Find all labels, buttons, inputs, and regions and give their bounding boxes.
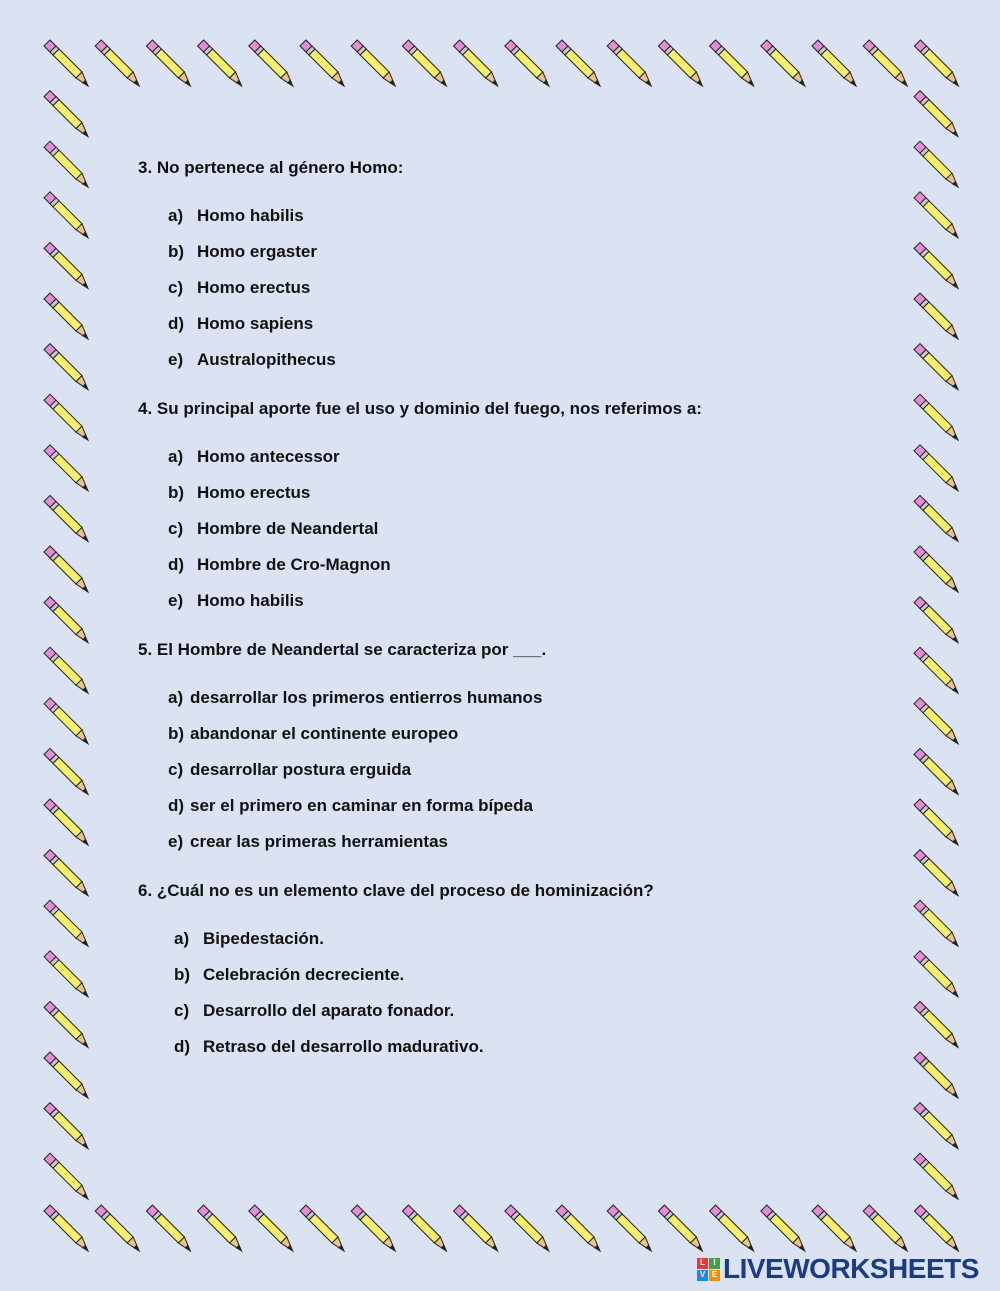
pencil-border-icon xyxy=(44,394,88,440)
pencil-border-icon xyxy=(914,850,958,896)
pencil-border-icon xyxy=(44,141,88,187)
pencil-border-icon xyxy=(95,40,139,86)
option-letter: a) xyxy=(168,688,184,707)
option-text: Celebración decreciente. xyxy=(203,965,405,984)
pencil-border-icon xyxy=(914,91,958,137)
option-text: abandonar el continente europeo xyxy=(190,724,459,743)
option-text: desarrollar postura erguida xyxy=(190,760,412,779)
answer-option[interactable] xyxy=(174,965,404,985)
pencil-border-icon xyxy=(710,40,754,86)
pencil-border-icon xyxy=(300,40,344,86)
option-letter: a) xyxy=(174,929,190,948)
logo-badge-letter: I xyxy=(709,1258,720,1269)
option-text: Retraso del desarrollo madurativo. xyxy=(203,1037,484,1056)
pencil-border-icon xyxy=(812,40,856,86)
pencil-border-icon xyxy=(454,40,498,86)
option-letter: c) xyxy=(168,278,184,297)
pencil-border-icon xyxy=(198,40,242,86)
pencil-border-icon xyxy=(914,1103,958,1149)
pencil-border-icon xyxy=(44,1001,88,1047)
answer-option[interactable] xyxy=(168,796,533,816)
pencil-border-icon xyxy=(44,445,88,491)
pencil-border-icon xyxy=(44,748,88,794)
pencil-border-icon xyxy=(914,799,958,845)
question-title: 4. Su principal aporte fue el uso y dominio del fuego, nos referimos a: xyxy=(138,399,702,418)
question-title: 5. El Hombre de Neandertal se caracteriza por ___. xyxy=(138,640,547,659)
option-letter: d) xyxy=(174,1037,191,1056)
option-letter: e) xyxy=(168,350,184,369)
option-letter: e) xyxy=(168,832,184,851)
answer-option[interactable] xyxy=(168,519,378,539)
pencil-border-icon xyxy=(300,1205,344,1251)
option-text: Homo ergaster xyxy=(197,242,317,261)
question-title: 6. ¿Cuál no es un elemento clave del proceso de hominización? xyxy=(138,881,654,900)
logo-badge xyxy=(697,1258,720,1281)
pencil-border-icon xyxy=(454,1205,498,1251)
pencil-border-icon xyxy=(146,1205,190,1251)
pencil-border-icon xyxy=(914,951,958,997)
pencil-border-icon xyxy=(710,1205,754,1251)
pencil-border-icon xyxy=(914,242,958,288)
pencil-border-icon xyxy=(658,1205,702,1251)
option-text: Homo habilis xyxy=(197,591,304,610)
answer-option[interactable] xyxy=(168,447,340,467)
answer-option[interactable] xyxy=(174,1037,484,1057)
pencil-border-icon xyxy=(863,1205,907,1251)
pencil-border-icon xyxy=(914,1052,958,1098)
pencil-border-icon xyxy=(914,445,958,491)
pencil-border-icon xyxy=(914,192,958,238)
pencil-border-icon xyxy=(914,1001,958,1047)
option-letter: b) xyxy=(168,242,185,261)
option-text: Hombre de Cro-Magnon xyxy=(197,555,391,574)
option-text: crear las primeras herramientas xyxy=(190,832,448,851)
answer-option[interactable] xyxy=(168,760,411,780)
pencil-border-icon xyxy=(249,40,293,86)
pencil-border-icon xyxy=(914,647,958,693)
option-text: ser el primero en caminar en forma bípeda xyxy=(190,796,533,815)
pencil-border-icon xyxy=(44,698,88,744)
pencil-border-icon xyxy=(44,597,88,643)
answer-option[interactable] xyxy=(168,591,304,611)
pencil-border-icon xyxy=(44,495,88,541)
option-text: Desarrollo del aparato fonador. xyxy=(203,1001,455,1020)
pencil-border-icon xyxy=(44,293,88,339)
option-letter: c) xyxy=(168,519,184,538)
pencil-border-icon xyxy=(505,1205,549,1251)
pencil-border-icon xyxy=(556,1205,600,1251)
liveworksheets-logo xyxy=(697,1254,979,1284)
pencil-border-icon xyxy=(44,850,88,896)
answer-option[interactable] xyxy=(168,555,391,575)
option-letter: d) xyxy=(168,314,185,333)
option-text: Homo sapiens xyxy=(197,314,314,333)
option-text: Bipedestación. xyxy=(203,929,324,948)
pencil-border-icon xyxy=(914,546,958,592)
option-text: Hombre de Neandertal xyxy=(197,519,379,538)
answer-option[interactable] xyxy=(174,1001,454,1021)
option-letter: b) xyxy=(174,965,191,984)
answer-option[interactable] xyxy=(168,206,304,226)
pencil-border-icon xyxy=(44,647,88,693)
option-letter: c) xyxy=(174,1001,190,1020)
pencil-border-icon xyxy=(556,40,600,86)
answer-option[interactable] xyxy=(168,724,458,744)
pencil-border-icon xyxy=(914,597,958,643)
pencil-border-icon xyxy=(44,192,88,238)
answer-option[interactable] xyxy=(168,242,317,262)
option-letter: d) xyxy=(168,555,185,574)
pencil-border-icon xyxy=(914,293,958,339)
answer-option[interactable] xyxy=(168,314,313,334)
answer-option[interactable] xyxy=(168,278,310,298)
pencil-border-icon xyxy=(658,40,702,86)
pencil-border-icon xyxy=(146,40,190,86)
option-text: Homo habilis xyxy=(197,206,304,225)
option-text: Homo erectus xyxy=(197,483,311,502)
pencil-border-icon xyxy=(914,495,958,541)
pencil-border-icon xyxy=(351,1205,395,1251)
pencil-border-icon xyxy=(812,1205,856,1251)
answer-option[interactable] xyxy=(168,688,542,708)
option-text: Australopithecus xyxy=(197,350,336,369)
option-letter: d) xyxy=(168,796,185,815)
pencil-border-icon xyxy=(44,1103,88,1149)
option-letter: b) xyxy=(168,724,185,743)
pencil-border-icon xyxy=(44,1153,88,1199)
option-text: desarrollar los primeros entierros humanos xyxy=(190,688,543,707)
logo-badge-letter: E xyxy=(709,1270,720,1281)
pencil-border-icon xyxy=(44,546,88,592)
option-letter: c) xyxy=(168,760,184,779)
pencil-border-icon xyxy=(44,951,88,997)
pencil-border-icon xyxy=(914,698,958,744)
option-text: Homo erectus xyxy=(197,278,311,297)
option-letter: a) xyxy=(168,447,184,466)
pencil-border-icon xyxy=(44,344,88,390)
logo-badge-letter: L xyxy=(697,1258,708,1269)
pencil-border-icon xyxy=(44,242,88,288)
answer-option[interactable] xyxy=(168,483,310,503)
pencil-border-icon xyxy=(914,900,958,946)
answer-option[interactable] xyxy=(174,929,324,949)
pencil-border-icon xyxy=(761,1205,805,1251)
pencil-border-icon xyxy=(914,1205,958,1251)
pencil-border-icon xyxy=(44,91,88,137)
option-letter: e) xyxy=(168,591,184,610)
answer-option[interactable] xyxy=(168,832,448,852)
pencil-border-icon xyxy=(351,40,395,86)
pencil-border-icon xyxy=(607,1205,651,1251)
logo-wordmark: LIVEWORKSHEETS xyxy=(723,1253,979,1284)
pencil-border-icon xyxy=(914,748,958,794)
pencil-border-icon xyxy=(44,1052,88,1098)
question-title: 3. No pertenece al género Homo: xyxy=(138,158,404,177)
option-letter: b) xyxy=(168,483,185,502)
pencil-border-icon xyxy=(44,1205,88,1251)
pencil-border-icon xyxy=(863,40,907,86)
pencil-border-icon xyxy=(914,394,958,440)
pencil-border-icon xyxy=(914,1153,958,1199)
answer-option[interactable] xyxy=(168,350,336,370)
pencil-border-icon xyxy=(44,799,88,845)
pencil-border-icon xyxy=(198,1205,242,1251)
pencil-border-icon xyxy=(44,40,88,86)
pencil-border-icon xyxy=(914,40,958,86)
pencil-border-icon xyxy=(607,40,651,86)
pencil-border-icon xyxy=(402,1205,446,1251)
pencil-border-icon xyxy=(95,1205,139,1251)
pencil-border-icon xyxy=(249,1205,293,1251)
pencil-border-icon xyxy=(44,900,88,946)
pencil-border-icon xyxy=(761,40,805,86)
pencil-border-icon xyxy=(402,40,446,86)
pencil-border-icon xyxy=(505,40,549,86)
option-text: Homo antecessor xyxy=(197,447,340,466)
option-letter: a) xyxy=(168,206,184,225)
pencil-border-icon xyxy=(914,141,958,187)
pencil-border-icon xyxy=(914,344,958,390)
logo-badge-letter: V xyxy=(697,1270,708,1281)
